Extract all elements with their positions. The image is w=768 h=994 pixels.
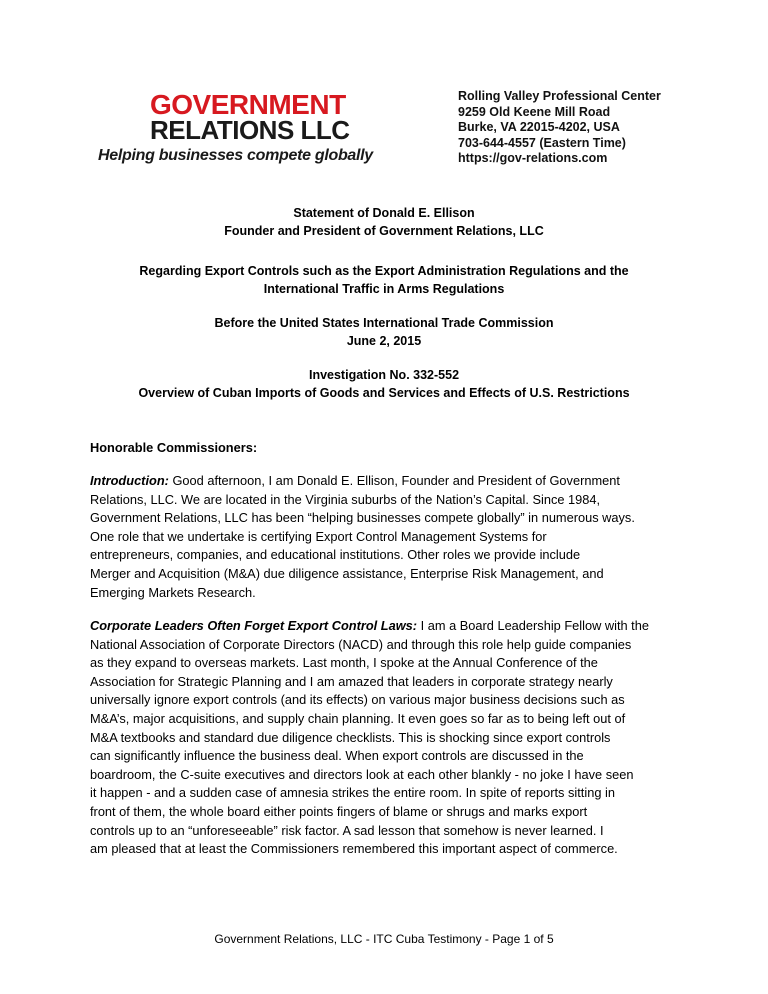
- speaker-title: Founder and President of Government Relations, LLC: [224, 224, 544, 238]
- paragraph-line: controls up to an “unforeseeable” risk factor. A sad lesson that somehow is never learned. I: [90, 822, 604, 838]
- logo-line-relations: RELATIONS LLC: [150, 115, 350, 145]
- investigation-heading: [0, 366, 768, 402]
- regarding-line-1: Regarding Export Controls such as the Export Administration Regulations and the: [139, 264, 629, 278]
- venue-heading: [0, 314, 768, 350]
- paragraph-line: One role that we undertake is certifying Export Control Management Systems for: [90, 528, 547, 544]
- paragraph-line: boardroom, the C-suite executives and directors look at each other blankly - no joke I have seen: [90, 766, 634, 782]
- address-website: https://gov-relations.com: [458, 151, 608, 166]
- address-phone: 703-644-4557 (Eastern Time): [458, 135, 626, 150]
- paragraph-lead: Introduction:: [90, 473, 169, 488]
- logo-tagline: Helping businesses compete globally: [98, 147, 373, 164]
- salutation: Honorable Commissioners:: [90, 440, 258, 455]
- paragraph-line: front of them, the whole board either points fingers of blame or shrugs and marks export: [90, 803, 588, 819]
- paragraph-lead: Corporate Leaders Often Forget Export Control Laws:: [90, 618, 418, 633]
- paragraph-line: am pleased that at least the Commissioners remembered this important aspect of commerce.: [90, 841, 618, 857]
- regarding-heading: [0, 262, 768, 298]
- paragraph-line: Government Relations, LLC has been “helping businesses compete globally” in numerous ways.: [90, 510, 635, 526]
- paragraph-line: M&A’s, major acquisitions, and supply chain planning. It even goes so far as to being left out of: [90, 710, 626, 726]
- hearing-date: June 2, 2015: [346, 334, 422, 348]
- statement-heading: [0, 204, 768, 240]
- paragraph-line: Emerging Markets Research.: [90, 584, 256, 600]
- page-footer: Government Relations, LLC - ITC Cuba Testimony - Page 1 of 5: [214, 932, 554, 946]
- paragraph-line: as they expand to overseas markets. Last month, I spoke at the Annual Conference of the: [90, 655, 598, 671]
- paragraph-line: I am a Board Leadership Fellow with the: [417, 618, 649, 633]
- address-line: Rolling Valley Professional Center: [458, 89, 661, 103]
- paragraph-line: Relations, LLC. We are located in the Virginia suburbs of the Nation’s Capital. Since 1984,: [90, 491, 601, 507]
- venue-line: Before the United States International Trade Commission: [214, 316, 554, 330]
- statement-of: Statement of Donald E. Ellison: [293, 206, 475, 220]
- paragraph-line: universally ignore export controls (and its effects) on various major business decisions such as: [90, 692, 625, 708]
- paragraph-line: entrepreneurs, companies, and educational institutions. Other roles we provide include: [90, 547, 581, 563]
- paragraph-line: Good afternoon, I am Donald E. Ellison, Founder and President of Government: [168, 473, 620, 488]
- letterhead-address: [458, 89, 661, 167]
- investigation-number: Investigation No. 332-552: [308, 368, 460, 382]
- intro-paragraph: [90, 472, 690, 602]
- paragraph-line: Association for Strategic Planning and I am amazed that leaders in corporate strategy nearly: [90, 673, 613, 689]
- company-logo: [98, 89, 378, 167]
- paragraph-line: Merger and Acquisition (M&A) due diligence assistance, Enterprise Risk Management, and: [90, 565, 604, 581]
- paragraph-line: National Association of Corporate Directors (NACD) and through this role help guide companies: [90, 636, 632, 652]
- paragraph-line: it happen - and a sudden case of amnesia strikes the entire room. In spite of reports sitting in: [90, 785, 615, 801]
- investigation-title: Overview of Cuban Imports of Goods and Services and Effects of U.S. Restrictions: [138, 386, 630, 400]
- paragraph-line: can significantly influence the business deal. When export controls are discussed in the: [90, 748, 584, 764]
- address-line: 9259 Old Keene Mill Road: [458, 104, 611, 119]
- regarding-line-2: International Traffic in Arms Regulations: [263, 282, 505, 296]
- logo-line-government: GOVERNMENT: [150, 89, 346, 120]
- corporate-paragraph: [90, 617, 690, 859]
- address-line: Burke, VA 22015-4202, USA: [458, 120, 620, 135]
- paragraph-line: M&A textbooks and standard due diligence checklists. This is shocking since export controls: [90, 729, 611, 745]
